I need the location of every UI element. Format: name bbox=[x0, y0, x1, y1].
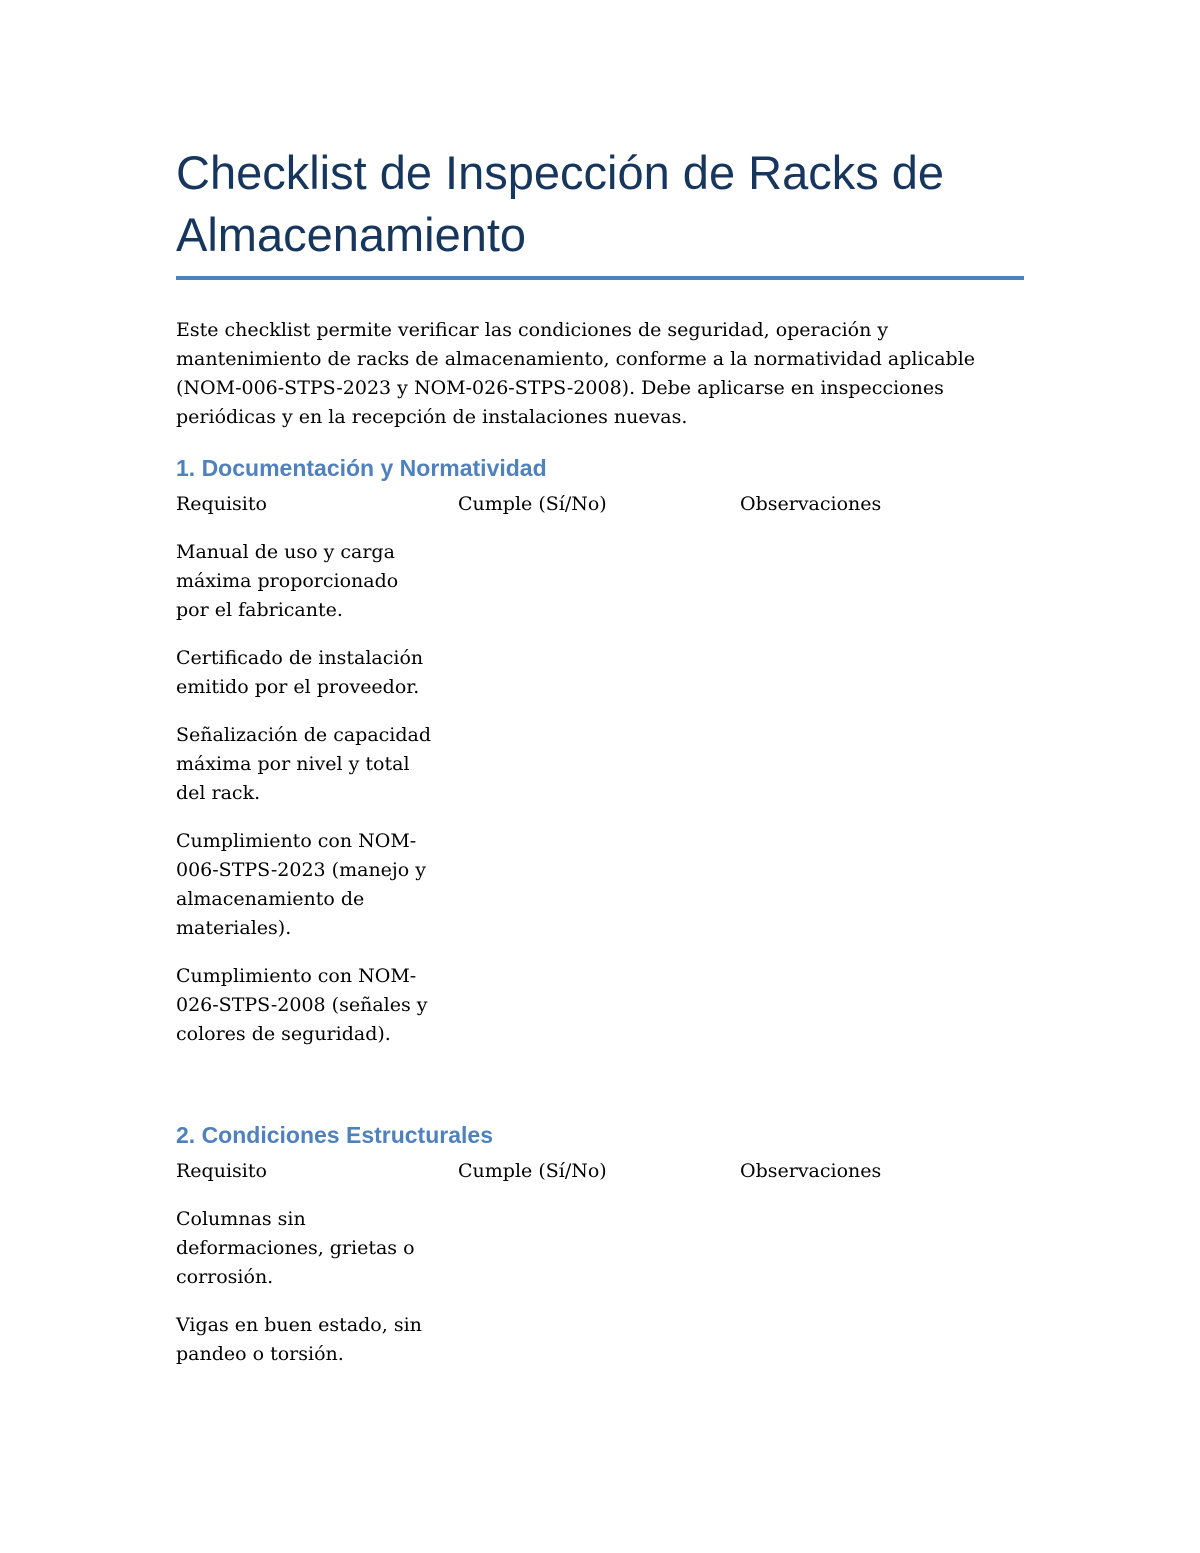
cumple-cell[interactable] bbox=[458, 962, 740, 1049]
observaciones-cell[interactable] bbox=[740, 721, 1024, 808]
column-header-requisito: Requisito bbox=[176, 1160, 267, 1182]
observaciones-cell[interactable] bbox=[740, 1311, 1024, 1369]
cumple-cell[interactable] bbox=[458, 644, 740, 702]
column-header-requisito: Requisito bbox=[176, 493, 267, 515]
table-row bbox=[176, 827, 1024, 943]
cumple-cell[interactable] bbox=[458, 721, 740, 808]
checklist-table-estructurales bbox=[176, 1157, 1024, 1369]
table-header-row bbox=[176, 490, 1024, 519]
cumple-cell[interactable] bbox=[458, 1205, 740, 1292]
requisito-cell: Columnas sin deformaciones, grietas o corrosión. bbox=[176, 1208, 415, 1288]
column-header-cumple: Cumple (Sí/No) bbox=[458, 493, 607, 515]
document-page bbox=[176, 142, 1024, 1388]
cumple-cell[interactable] bbox=[458, 827, 740, 943]
cumple-cell[interactable] bbox=[458, 1311, 740, 1369]
requisito-cell: Señalización de capacidad máxima por nivel y total del rack. bbox=[176, 724, 432, 804]
observaciones-cell[interactable] bbox=[740, 827, 1024, 943]
table-row bbox=[176, 721, 1024, 808]
checklist-table-documentacion bbox=[176, 490, 1024, 1049]
requisito-cell: Cumplimiento con NOM-006-STPS-2023 (manejo y almacenamiento de materiales). bbox=[176, 830, 427, 939]
column-header-observaciones: Observaciones bbox=[740, 1160, 882, 1182]
observaciones-cell[interactable] bbox=[740, 538, 1024, 625]
observaciones-cell[interactable] bbox=[740, 1205, 1024, 1292]
section-heading-estructurales: 2. Condiciones Estructurales bbox=[176, 1122, 493, 1148]
table-row bbox=[176, 538, 1024, 625]
cumple-cell[interactable] bbox=[458, 538, 740, 625]
requisito-cell: Cumplimiento con NOM-026-STPS-2008 (señales y colores de seguridad). bbox=[176, 965, 428, 1045]
column-header-cumple: Cumple (Sí/No) bbox=[458, 1160, 607, 1182]
table-row bbox=[176, 1311, 1024, 1369]
table-row bbox=[176, 1205, 1024, 1292]
page-title: Checklist de Inspección de Racks de Almacenamiento bbox=[176, 142, 1024, 280]
table-header-row bbox=[176, 1157, 1024, 1186]
table-row bbox=[176, 962, 1024, 1049]
requisito-cell: Manual de uso y carga máxima proporcionado por el fabricante. bbox=[176, 541, 399, 621]
intro-paragraph: Este checklist permite verificar las condiciones de seguridad, operación y mantenimiento de racks de almacenamiento, conforme a la normatividad aplicable (NOM-006-STPS-2023 y NOM-026-STPS-2008). Debe aplicarse en inspecciones periódicas y en la recepción de instalaciones nuevas. bbox=[176, 319, 976, 428]
column-header-observaciones: Observaciones bbox=[740, 493, 882, 515]
observaciones-cell[interactable] bbox=[740, 644, 1024, 702]
requisito-cell: Certificado de instalación emitido por el proveedor. bbox=[176, 647, 424, 698]
table-row bbox=[176, 644, 1024, 702]
requisito-cell: Vigas en buen estado, sin pandeo o torsión. bbox=[176, 1314, 422, 1365]
section-heading-documentacion: 1. Documentación y Normatividad bbox=[176, 455, 547, 481]
observaciones-cell[interactable] bbox=[740, 962, 1024, 1049]
